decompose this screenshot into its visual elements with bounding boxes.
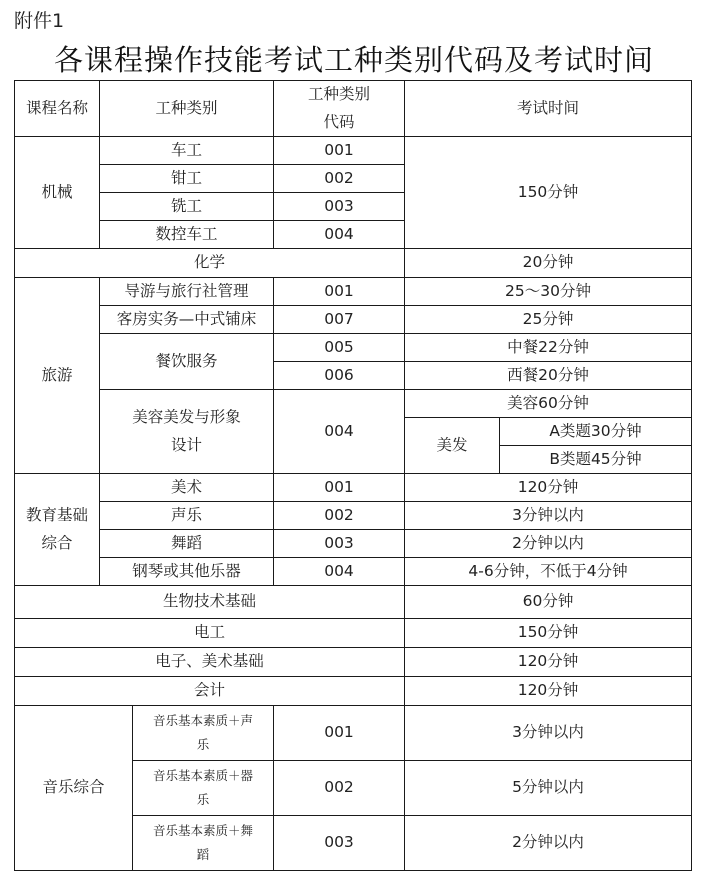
header-course: 课程名称 [15, 81, 100, 137]
time-cell: 25～30分钟 [405, 278, 692, 306]
code-cell: 004 [274, 558, 405, 586]
code-cell: 002 [274, 165, 405, 193]
table-row [15, 474, 692, 502]
time-cell: 西餐20分钟 [405, 362, 692, 390]
type-cell: 音乐基本素质＋舞 蹈 [133, 816, 274, 871]
time-cell: 4-6分钟，不低于4分钟 [405, 558, 692, 586]
table-row [15, 502, 692, 530]
course-cell: 生物技术基础 [15, 586, 405, 619]
course-education: 教育基础 综合 [15, 474, 100, 586]
type-cell: 音乐基本素质＋声 乐 [133, 706, 274, 761]
course-cell: 电工 [15, 619, 405, 648]
course-cell: 会计 [15, 677, 405, 706]
time-cell: 2分钟以内 [405, 530, 692, 558]
table-row [15, 677, 692, 706]
table-row [15, 706, 692, 761]
header-row [15, 81, 692, 137]
time-cell: B类题45分钟 [500, 446, 692, 474]
table-row [15, 306, 692, 334]
type-cell: 车工 [100, 137, 274, 165]
table-row [15, 390, 692, 418]
code-cell: 006 [274, 362, 405, 390]
type-cell: 舞蹈 [100, 530, 274, 558]
header-type: 工种类别 [100, 81, 274, 137]
table-row [15, 648, 692, 677]
time-cell: 60分钟 [405, 586, 692, 619]
code-cell: 001 [274, 137, 405, 165]
type-cell: 钳工 [100, 165, 274, 193]
time-cell: 150分钟 [405, 619, 692, 648]
attachment-label: 附件1 [14, 10, 65, 32]
type-cell: 导游与旅行社管理 [100, 278, 274, 306]
course-cell: 电子、美术基础 [15, 648, 405, 677]
type-cell: 音乐基本素质＋器 乐 [133, 761, 274, 816]
type-cell: 声乐 [100, 502, 274, 530]
hair-label: 美发 [405, 418, 500, 474]
code-cell: 002 [274, 502, 405, 530]
time-cell: 20分钟 [405, 249, 692, 278]
time-cell: 中餐22分钟 [405, 334, 692, 362]
time-cell: 150分钟 [405, 137, 692, 249]
type-cell: 美术 [100, 474, 274, 502]
document-title: 各课程操作技能考试工种类别代码及考试时间 [53, 43, 654, 77]
code-cell: 003 [274, 816, 405, 871]
course-music: 音乐综合 [15, 706, 133, 871]
code-cell: 005 [274, 334, 405, 362]
type-cell: 餐饮服务 [100, 334, 274, 390]
table-row [15, 334, 692, 362]
code-cell: 001 [274, 278, 405, 306]
type-cell: 美容美发与形象 设计 [100, 390, 274, 474]
table-row [15, 619, 692, 648]
time-cell: 120分钟 [405, 677, 692, 706]
time-cell: 120分钟 [405, 474, 692, 502]
table-row [15, 530, 692, 558]
header-code: 工种类别 代码 [274, 81, 405, 137]
code-cell: 001 [274, 474, 405, 502]
time-cell: A类题30分钟 [500, 418, 692, 446]
time-cell: 120分钟 [405, 648, 692, 677]
time-cell: 2分钟以内 [405, 816, 692, 871]
time-cell: 5分钟以内 [405, 761, 692, 816]
code-cell: 004 [274, 221, 405, 249]
type-cell: 钢琴或其他乐器 [100, 558, 274, 586]
code-cell: 003 [274, 530, 405, 558]
time-cell: 3分钟以内 [405, 706, 692, 761]
code-cell: 001 [274, 706, 405, 761]
course-mechanical: 机械 [15, 137, 100, 249]
type-cell: 铣工 [100, 193, 274, 221]
code-cell: 003 [274, 193, 405, 221]
table-row [15, 558, 692, 586]
code-cell: 004 [274, 390, 405, 474]
table-row [15, 137, 692, 165]
exam-schedule-table [14, 80, 692, 871]
course-chemistry: 化学 [15, 249, 405, 278]
time-cell: 25分钟 [405, 306, 692, 334]
type-cell: 数控车工 [100, 221, 274, 249]
type-cell: 客房实务—中式铺床 [100, 306, 274, 334]
table-row [15, 586, 692, 619]
course-tourism: 旅游 [15, 278, 100, 474]
header-time: 考试时间 [405, 81, 692, 137]
time-cell: 美容60分钟 [405, 390, 692, 418]
time-cell: 3分钟以内 [405, 502, 692, 530]
code-cell: 007 [274, 306, 405, 334]
table-row [15, 249, 692, 278]
code-cell: 002 [274, 761, 405, 816]
table-row [15, 278, 692, 306]
